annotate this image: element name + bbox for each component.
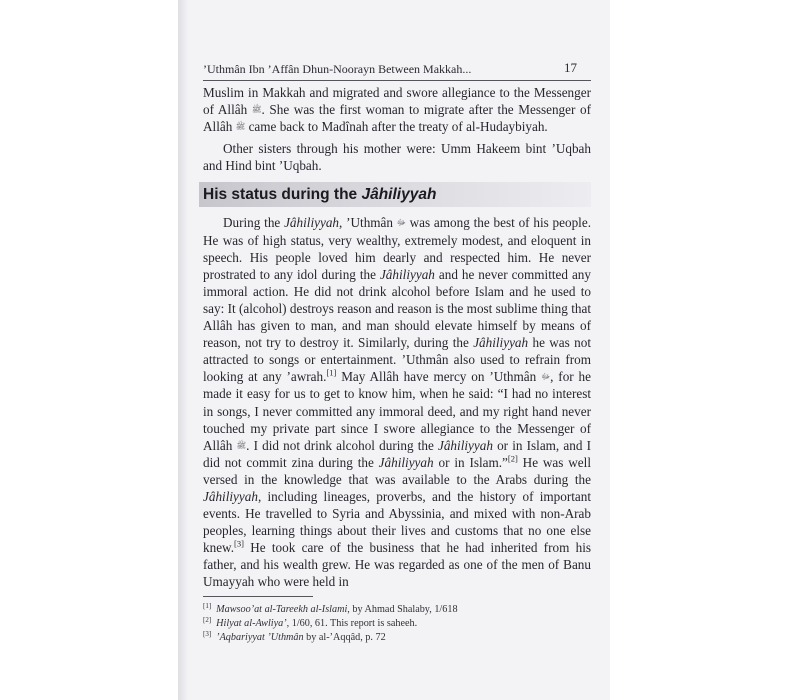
honorific-symbol: ﷻ xyxy=(541,372,551,382)
book-page xyxy=(178,0,610,700)
text-run: or in Islam, and I did not commit zina during the xyxy=(203,437,591,470)
footnote-mark: [1] xyxy=(203,601,212,610)
paragraph xyxy=(203,84,591,135)
footnote xyxy=(203,603,591,617)
section-heading-italic: Jâhiliyyah xyxy=(361,186,437,204)
text-run: Muslim in Makkah and migrated and swore allegiance to the Messenger of Allâh xyxy=(203,85,591,118)
text-run: he was not attracted to songs or entertainment. ’Uthmân also used to refrain from looking at any ’awrah. xyxy=(203,335,591,385)
salutation-symbol: ﷺ xyxy=(251,105,262,115)
running-header xyxy=(203,58,591,81)
text-run: , including lineages, proverbs, and the history of important events. He travelled to Syria and Abyssinia, and mixed with non-Arab peoples, learning things about their lives and customs that no one else knew. xyxy=(203,488,591,556)
section-heading-text: His status during the xyxy=(203,186,362,204)
text-run: was among the best of his people. He was of high status, very wealthy, extremely modest, and eloquent in speech. His people loved him dearly and respected him. He never prostrated to any idol during the xyxy=(203,215,591,282)
text-run: or in Islam.” xyxy=(433,454,508,470)
footnote-title: ’Aqbariyyat ’Uthmân xyxy=(216,632,304,644)
footnote-text: , 1/60, 61. This report is saheeh. xyxy=(286,618,418,630)
text-run: May Allâh have mercy on ’Uthmân xyxy=(336,369,542,385)
honorific-symbol: ﷻ xyxy=(396,218,406,228)
text-run: . She was the first woman to migrate after the Messenger of Allâh xyxy=(203,102,591,135)
paragraph xyxy=(203,140,591,174)
italic-term: Jâhiliyyah xyxy=(378,454,434,470)
text-run: . I did not drink alcohol during the xyxy=(246,437,438,453)
text-run: came back to Madînah after the treaty of al-Hudaybiyah. xyxy=(245,119,548,135)
text-run: He was well versed in the knowledge that was available to the Arabs during the xyxy=(203,454,591,487)
page-number: 17 xyxy=(564,60,577,75)
italic-term: Jâhiliyyah xyxy=(473,335,529,351)
footnote-ref[interactable]: [1] xyxy=(326,367,337,378)
footnote-title: Hilyat al-Awliya’ xyxy=(216,618,287,630)
text-run: , ’Uthmân xyxy=(339,215,397,231)
salutation-symbol: ﷺ xyxy=(236,440,247,450)
footnotes xyxy=(203,603,591,646)
text-run: During the xyxy=(223,215,285,231)
text-run: Other sisters through his mother were: Umm Hakeem bint ’Uqbah and Hind bint ’Uqbah. xyxy=(203,141,591,174)
footnote-mark: [3] xyxy=(203,630,212,639)
section-spacer xyxy=(203,207,591,214)
text-run: , for he made it easy for us to get to know him, when he said: “I had no interest in songs, I never committed any immoral deed, and my right hand never touched my private part since I swore allegiance to the Messenger of Allâh xyxy=(203,369,591,453)
italic-term: Jâhiliyyah xyxy=(379,266,435,282)
body-text xyxy=(203,84,591,591)
footnote-ref[interactable]: [3] xyxy=(234,538,244,549)
footnote-title: Mawsoo’at al-Tareekh al-Islami xyxy=(216,604,348,615)
footnote-text: by al-’Aqqâd, p. 72 xyxy=(303,632,386,644)
running-title: ’Uthmân Ibn ’Affân Dhun-Noorayn Between Makkah... xyxy=(203,62,472,76)
footnote-text: , by Ahmad Shalaby, 1/618 xyxy=(347,604,458,615)
footnote-divider xyxy=(203,596,313,597)
italic-term: Jâhiliyyah xyxy=(284,215,340,231)
salutation-symbol: ﷺ xyxy=(235,122,246,132)
italic-term: Jâhiliyyah xyxy=(203,488,258,504)
footnote-ref[interactable]: [2] xyxy=(507,453,518,464)
footnote xyxy=(203,631,591,645)
italic-term: Jâhiliyyah xyxy=(437,437,493,453)
text-run: and he never committed any immoral action. He did not drink alcohol before Islam and he used to say: It (alcohol) destroys reason and reason is the most sublime thing that Allâh has given to man, and man should elevate himself by means of reason, not try to destroy it. Similarly, during the xyxy=(203,266,591,351)
footnote-mark: [2] xyxy=(203,615,212,624)
footnote xyxy=(203,617,591,631)
text-run: He took care of the business that he had inherited from his father, and his wealth grew. He was regarded as one of the men of Banu Umayyah who were held in xyxy=(203,540,591,590)
section-heading xyxy=(199,182,591,207)
paragraph xyxy=(203,214,591,590)
